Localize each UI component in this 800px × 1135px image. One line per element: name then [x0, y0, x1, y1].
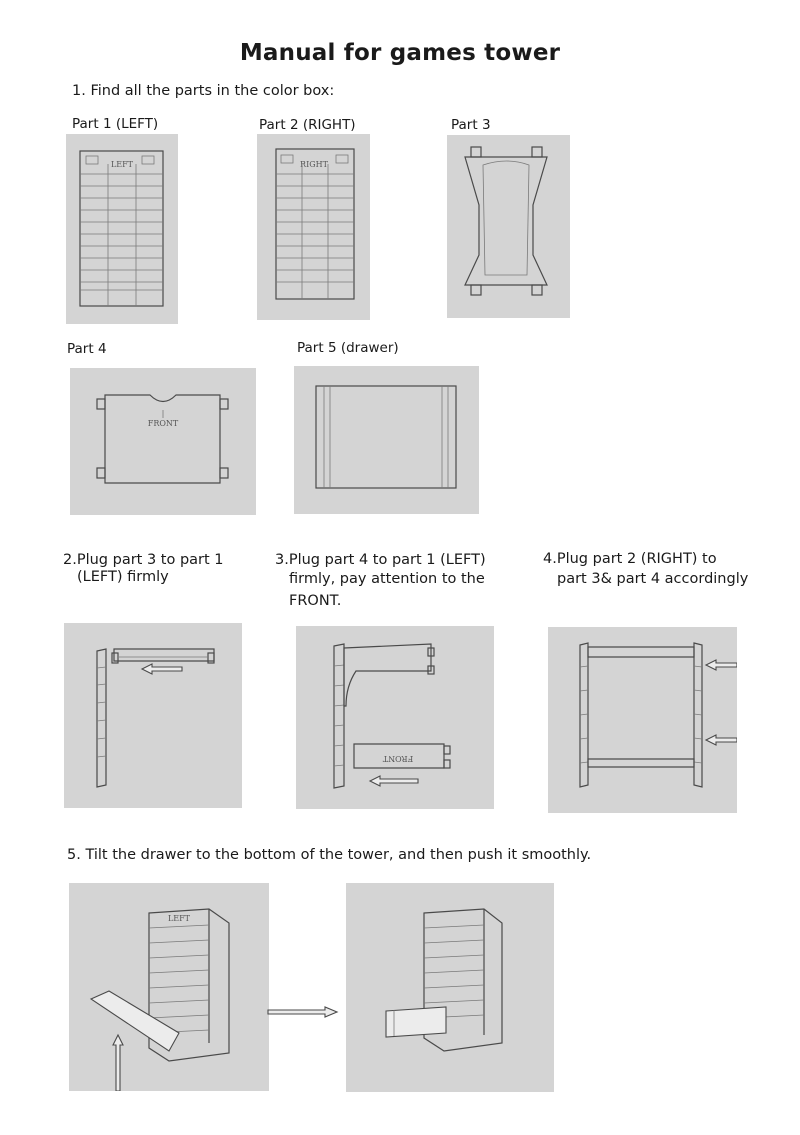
step2-line2: (LEFT) firmly [77, 569, 169, 585]
part1-illustration [66, 134, 178, 324]
step3-line2: firmly, pay attention to the [289, 571, 485, 587]
step1-instruction: 1. Find all the parts in the color box: [72, 83, 335, 99]
part5-label: Part 5 (drawer) [297, 340, 399, 356]
step5-illustration-push [346, 883, 554, 1092]
step2-line1: 2.Plug part 3 to part 1 [63, 552, 224, 568]
page-title: Manual for games tower [239, 40, 561, 66]
part4-label: Part 4 [67, 341, 107, 357]
step5-illustration-tilt [69, 883, 269, 1091]
part5-illustration [294, 366, 479, 514]
step3-line1: 3.Plug part 4 to part 1 (LEFT) [275, 552, 486, 568]
step4-line2: part 3& part 4 accordingly [557, 571, 749, 587]
part2-stamp: RIGHT [300, 160, 328, 169]
part1-label: Part 1 (LEFT) [72, 116, 159, 132]
step5-instruction: 5. Tilt the drawer to the bottom of the tower, and then push it smoothly. [67, 847, 592, 863]
part1-stamp: LEFT [110, 160, 134, 169]
step4-illustration [548, 627, 737, 813]
step2-illustration [64, 623, 242, 808]
step3-illustration [296, 626, 494, 809]
part3-label: Part 3 [451, 117, 491, 133]
step5-arrow [267, 1004, 341, 1018]
step3-line3: FRONT. [289, 593, 342, 609]
part2-illustration [257, 134, 370, 320]
part4-stamp: FRONT [147, 419, 179, 428]
step3-stamp: FRONT [382, 754, 414, 763]
part2-label: Part 2 (RIGHT) [259, 117, 356, 133]
step5-stamp: LEFT [167, 914, 191, 923]
step4-line1: 4.Plug part 2 (RIGHT) to [543, 551, 717, 567]
part3-illustration [447, 135, 570, 318]
part4-illustration [70, 368, 256, 515]
